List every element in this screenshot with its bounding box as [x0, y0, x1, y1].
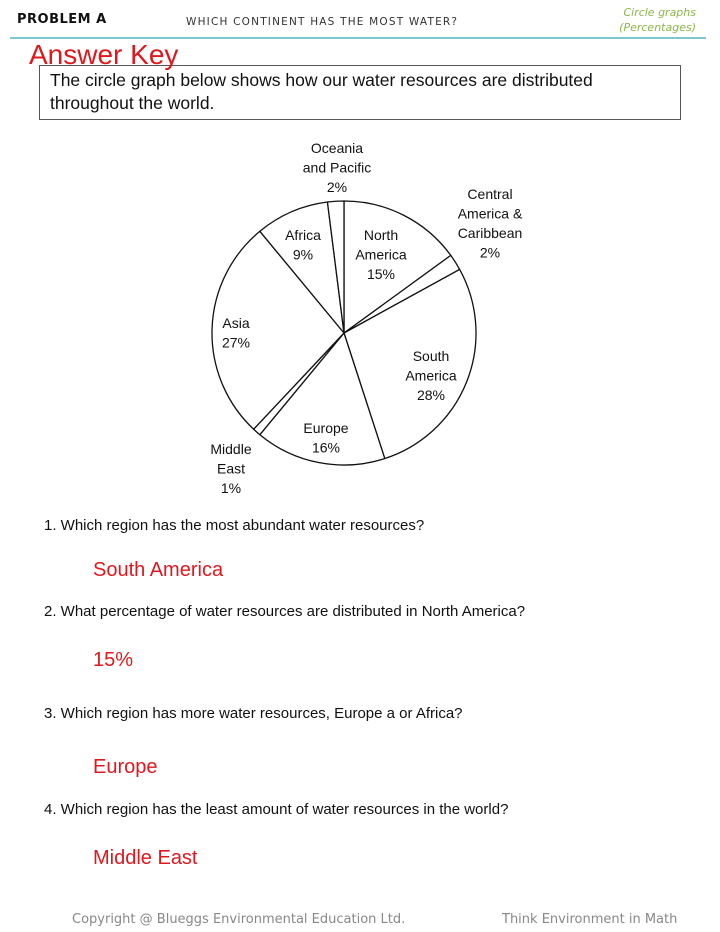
topic-line-1: Circle graphs — [623, 6, 696, 19]
worksheet-title: WHICH CONTINENT HAS THE MOST WATER? — [186, 16, 459, 28]
topic-line-2: (Percentages) — [619, 21, 696, 34]
pie-label-4: Middle East 1% — [210, 441, 252, 496]
answer-2: 15% — [93, 649, 134, 671]
pie-label-2: South America 28% — [405, 348, 457, 403]
question-2: 2. What percentage of water resources are distributed in North America? — [44, 603, 526, 620]
pie-label-0: North America 15% — [355, 227, 407, 282]
answer-3: Europe — [93, 756, 158, 778]
footer-tagline: Think Environment in Math — [502, 912, 678, 927]
pie-label-5: Asia 27% — [221, 315, 251, 351]
problem-label: PROBLEM A — [17, 12, 107, 27]
footer-copyright: Copyright @ Blueggs Environmental Education Ltd. — [72, 912, 406, 927]
answer-1: South America — [93, 559, 224, 581]
question-4: 4. Which region has the least amount of water resources in the world? — [44, 801, 509, 818]
pie-label-3: Europe 16% — [303, 420, 349, 456]
question-3: 3. Which region has more water resources, Europe a or Africa? — [44, 705, 463, 722]
pie-label-7: Oceania and Pacific 2% — [302, 140, 372, 195]
answer-4: Middle East — [93, 847, 198, 869]
question-1: 1. Which region has the most abundant water resources? — [44, 517, 425, 534]
intro-box: The circle graph below shows how our water resources are distributed throughout the world. — [39, 65, 681, 120]
pie-label-6: Africa 9% — [285, 227, 321, 263]
pie-label-1: Central America & Caribbean 2% — [457, 186, 523, 261]
answer-key-title: Answer Key — [29, 39, 179, 70]
